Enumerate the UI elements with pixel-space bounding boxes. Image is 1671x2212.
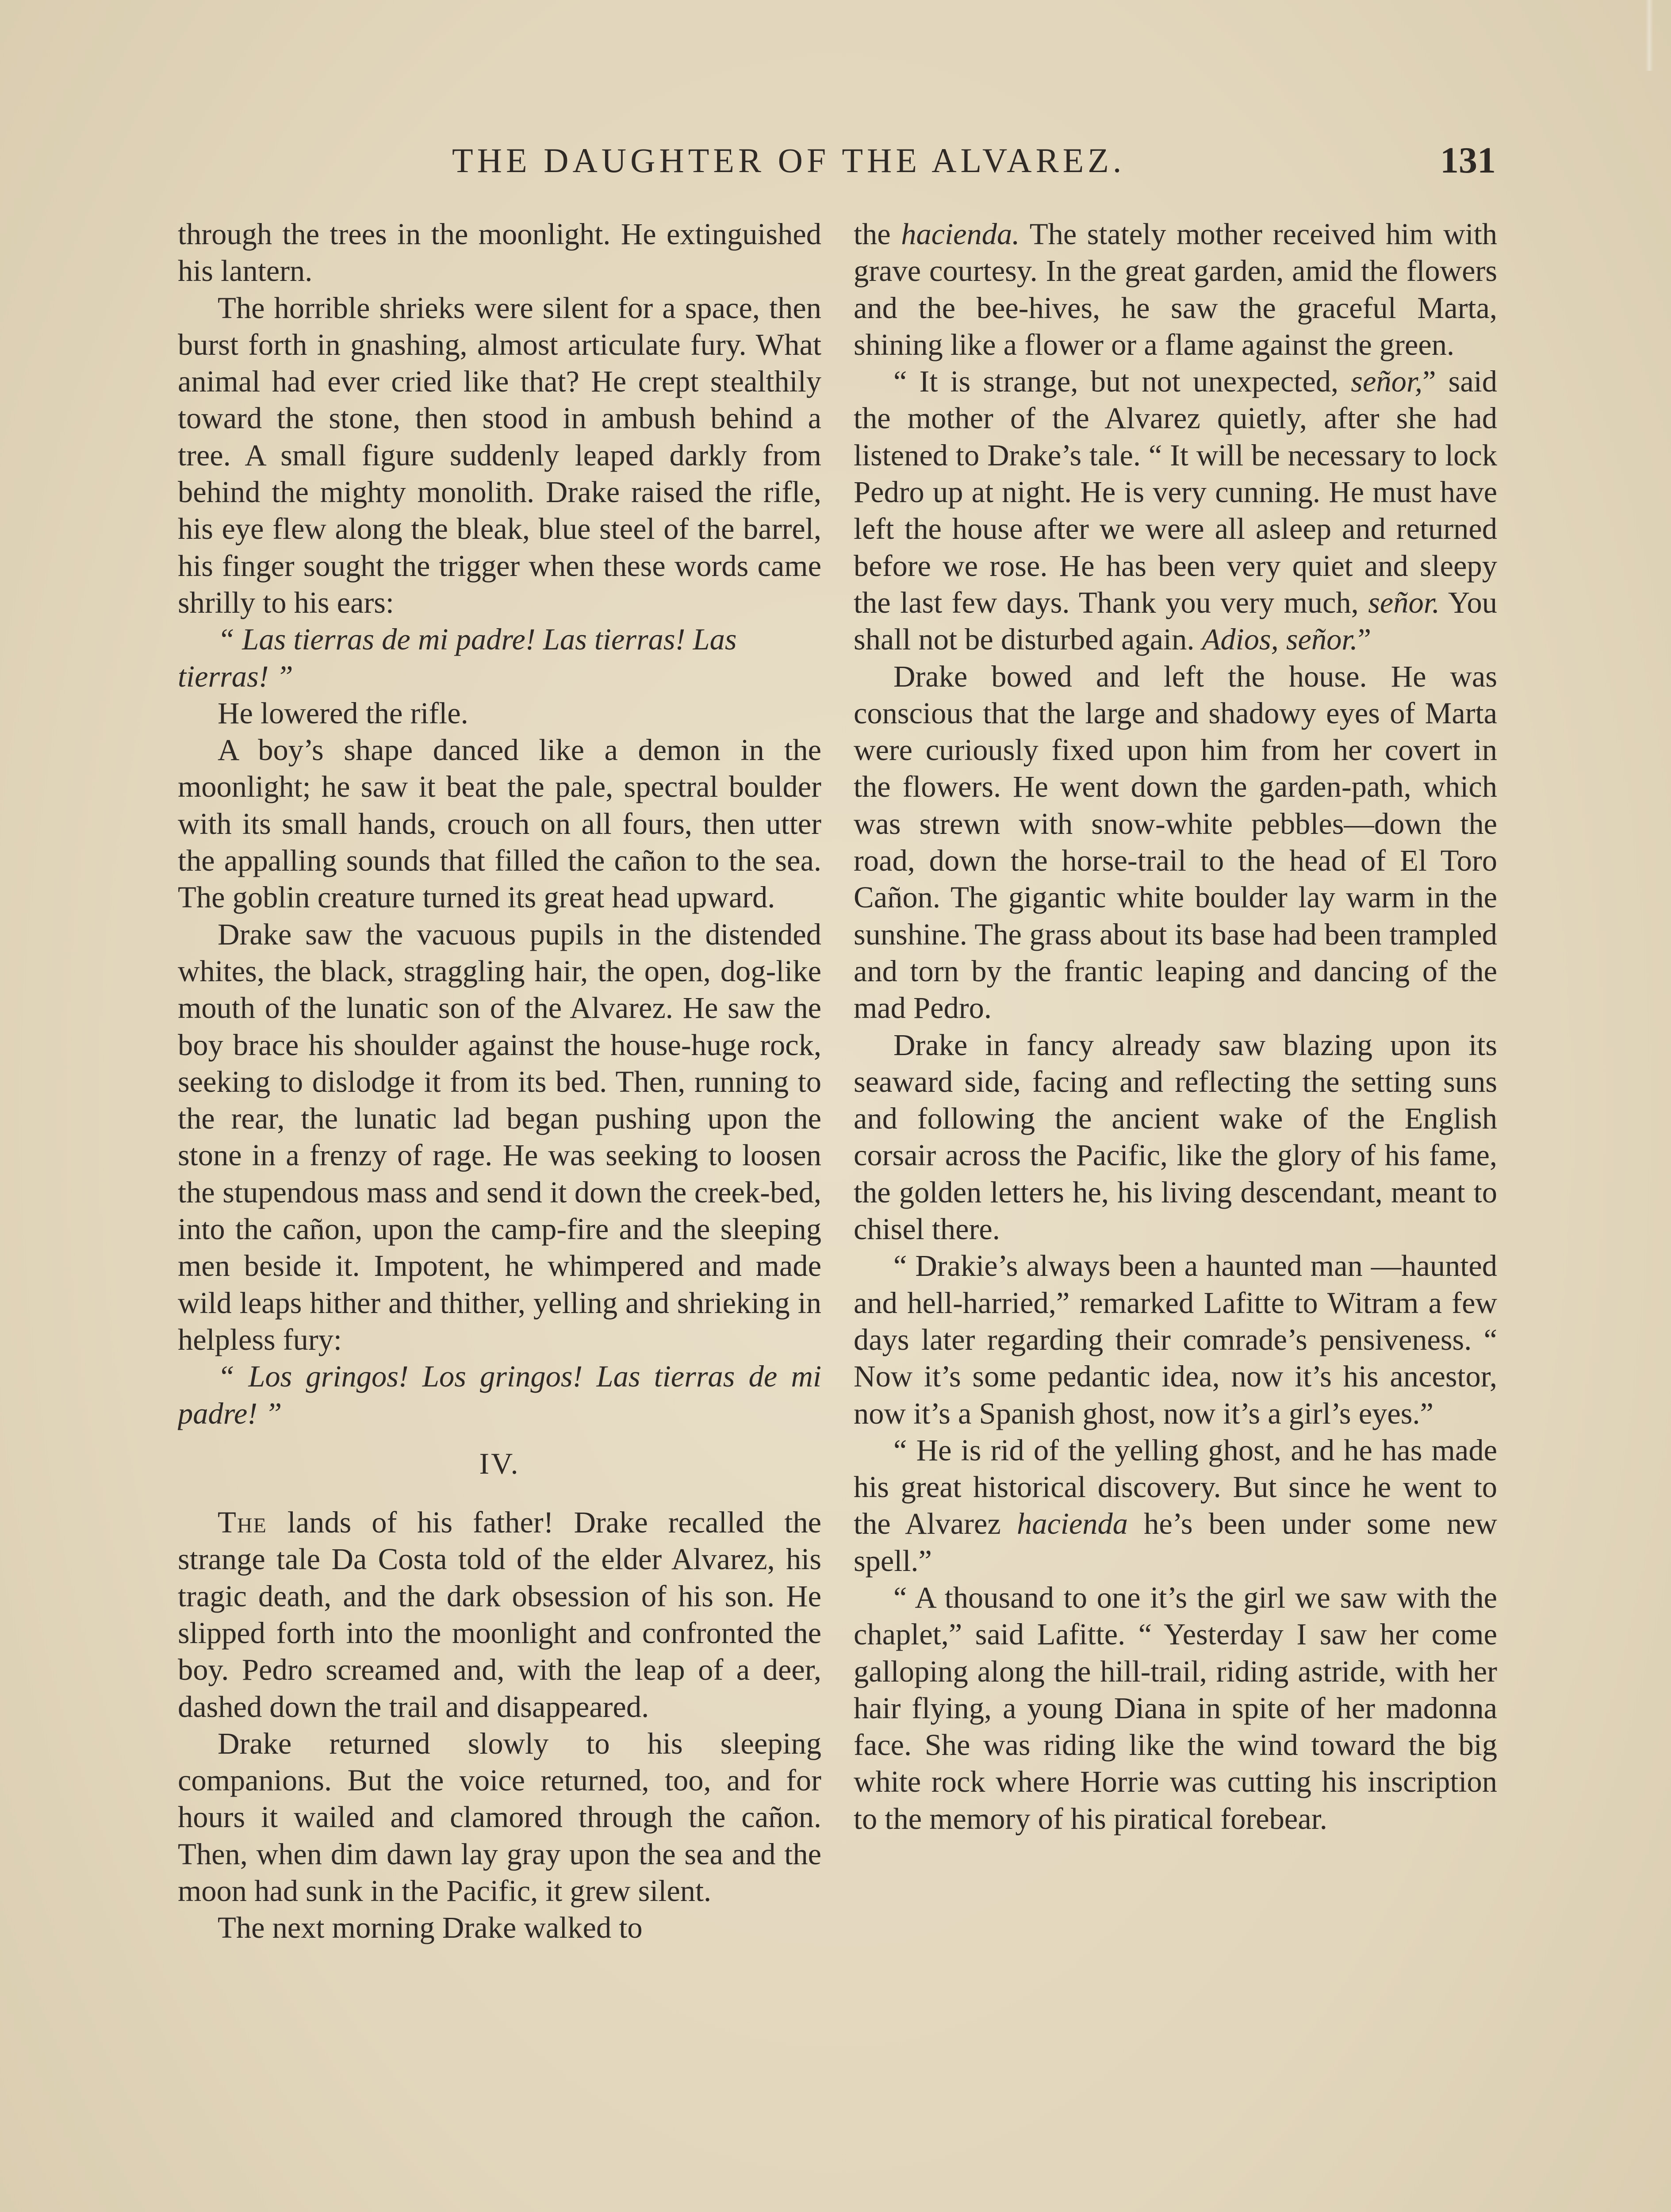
paragraph: [854, 216, 1497, 363]
running-header: [178, 141, 1496, 189]
italic-run: Adios, señor.: [1202, 622, 1358, 657]
page-fold-mark: [1645, 0, 1653, 71]
text-run: ”: [1357, 622, 1372, 657]
left-column: [178, 216, 821, 2212]
quote-text: “ Las tierras de mi padre! Las tierras! Las tierras! ”: [178, 622, 737, 693]
paragraph: Drake bowed and left the house. He was conscious that the large and shadowy eyes of Marta were curiously fixed upon him from her covert in the flowers. He went down the garden-path, which was strewn with snow-white pebbles—down the road, down the horse-trail to the head of El Toro Cañon. The gigantic white boulder lay warm in the sunshine. The grass about its base had been trampled and torn by the frantic leaping and dancing of the mad Pedro.: [854, 659, 1497, 1025]
spanish-quote: [178, 1358, 821, 1432]
paragraph: through the trees in the moonlight. He extinguished his lantern.: [178, 217, 821, 288]
italic-run: señor,: [1351, 365, 1423, 399]
page-number: 131: [1440, 140, 1496, 181]
paragraph: He lowered the rifle.: [218, 696, 468, 730]
paragraph: Drake saw the vacuous pupils in the distended whites, the black, straggling hair, the open, dog-like mouth of the lunatic son of the Alvarez. He saw the boy brace his shoulder against the house-huge rock, seeking to dislodge it from its bed. Then, running to the rear, the lunatic lad began pushing upon the stone in a frenzy of rage. He was seeking to loosen the stupendous mass and send it down the creek-bed, into the cañon, upon the camp-fire and the sleeping men beside it. Impotent, he whimpered and made wild leaps hither and thither, yelling and shrieking in helpless fury:: [178, 917, 821, 1356]
text-run: “ It is strange, but not unexpected,: [893, 365, 1351, 399]
paragraph: Drake in fancy already saw blazing upon its seaward side, facing and reflecting the setting suns and following the ancient wake of the English corsair across the Pacific, like the glory of his fame, the golden letters he, his living descendant, meant to chisel there.: [854, 1028, 1497, 1246]
text-run: The stately mother received him with grave courtesy. In the great garden, amid the flowers and the bee-hives, he saw the graceful Marta, shining like a flower or a flame against the green.: [854, 217, 1497, 361]
right-column: [854, 216, 1497, 2212]
italic-run: señor.: [1368, 585, 1440, 619]
paragraph: [178, 1504, 821, 1725]
paragraph: “ A thousand to one it’s the girl we saw with the chaplet,” said Lafitte. “ Yesterday I saw her come galloping along the hill-trail, riding astride, with her hair flying, a young Diana in spite of her madonna face. She was riding like the wind toward the big white rock where Horrie was cutting his inscription to the memory of his piratical forebear.: [854, 1580, 1497, 1836]
italic-run: hacienda: [1016, 1507, 1128, 1541]
text-run: he’s been under some new spell.”: [854, 1507, 1497, 1578]
quote-text: “ Los gringos! Los gringos! Las tierras de mi padre! ”: [178, 1359, 821, 1430]
text-run: the: [854, 217, 901, 251]
text-run: ” said the mother of the Alvarez quietly, after she had listened to Drake’s tale. “ It will be necessary to lock Pedro up at night. He is very cunning. He must have left the house after we were all asleep and returned before we rose. He has been very quiet and sleepy the last few days. Thank you very much,: [854, 365, 1497, 619]
running-title: THE DAUGHTER OF THE ALVAREZ.: [452, 141, 1126, 180]
spanish-quote: [178, 621, 821, 695]
paragraph: [854, 1432, 1497, 1579]
italic-run: hacienda.: [901, 217, 1020, 251]
paragraph-text: lands of his father! Drake recalled the strange tale Da Costa told of the elder Alvarez, his tragic death, and the dark obsession of his son. He slipped forth into the moonlight and confronted the boy. Pedro screamed and, with the leap of a deer, dashed down the trail and disappeared.: [178, 1505, 821, 1724]
paragraph: “ Drakie’s always been a haunted man —haunted and hell-harried,” remarked Lafitte to Witram a few days later regarding their comrade’s pensiveness. “ Now it’s some pedantic idea, now it’s his ancestor, now it’s a Spanish ghost, now it’s a girl’s eyes.”: [854, 1249, 1497, 1430]
paragraph: The horrible shrieks were silent for a space, then burst forth in gnashing, almost articulate fury. What animal had ever cried like that? He crept stealthily toward the stone, then stood in ambush behind a tree. A small figure suddenly leaped darkly from behind the mighty monolith. Drake raised the rifle, his eye flew along the bleak, blue steel of the barrel, his finger sought the trigger when these words came shrilly to his ears:: [178, 291, 821, 619]
text-run: “ He is rid of the yelling ghost, and he has made his great historical discovery. But since he went to the Alvarez: [854, 1433, 1497, 1541]
paragraph: [854, 363, 1497, 658]
paragraph: Drake returned slowly to his sleeping companions. But the voice returned, too, and for hours it wailed and clamored through the cañon. Then, when dim dawn lay gray upon the sea and the moon had sunk in the Pacific, it grew silent.: [178, 1726, 821, 1908]
text-run: You shall not be disturbed again.: [854, 585, 1497, 657]
paragraph: The next morning Drake walked to: [218, 1911, 643, 1945]
section-heading: IV.: [479, 1446, 520, 1480]
paragraph: A boy’s shape danced like a demon in the moonlight; he saw it beat the pale, spectral boulder with its small hands, crouch on all fours, then utter the appalling sounds that filled the cañon to the sea. The goblin creature turned its great head upward.: [178, 733, 821, 914]
small-caps-lead: The: [218, 1505, 267, 1540]
